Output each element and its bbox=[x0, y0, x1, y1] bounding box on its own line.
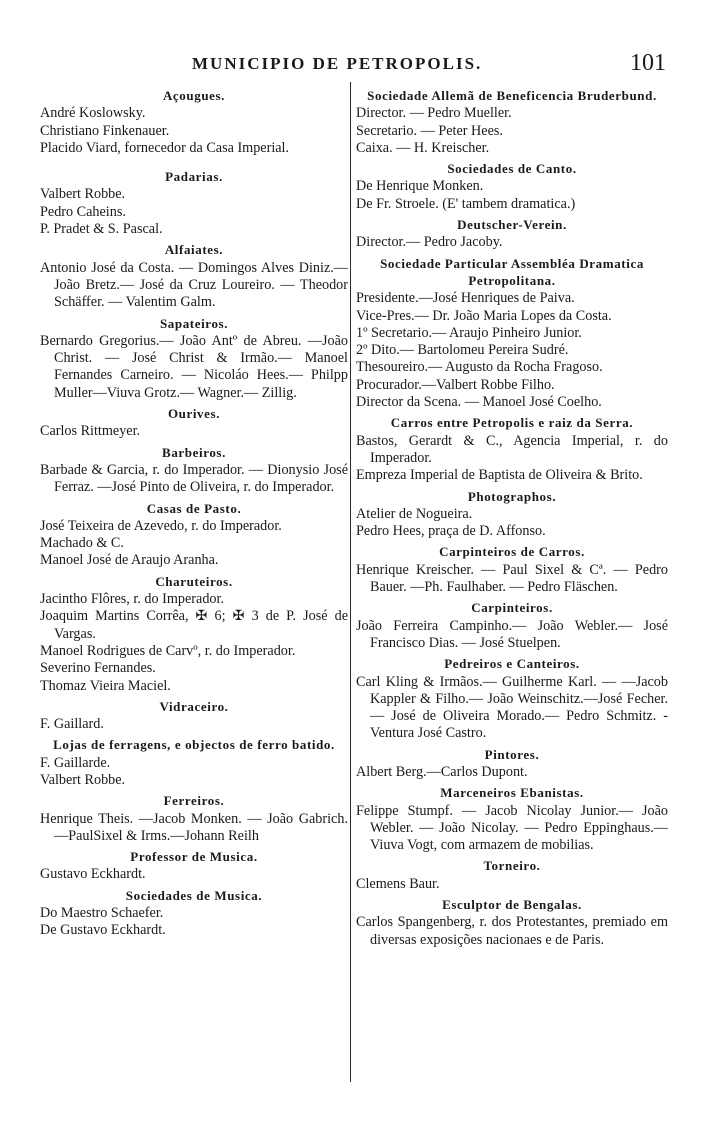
list-item: De Gustavo Eckhardt. bbox=[40, 922, 166, 939]
list-item: Do Maestro Schaefer. bbox=[40, 905, 164, 922]
section-heading: Ourives. bbox=[167, 406, 221, 422]
section-heading: Professor de Musica. bbox=[130, 849, 258, 865]
list-item: Placido Viard, fornecedor da Casa Imperial. bbox=[40, 139, 290, 156]
list-item: Felippe Stumpf. — Jacob Nicolay Junior.— João Webler. — João Nicolay. — Pedro Eppinghaus.—Viuva Vogt, com armazem de mobilias. bbox=[356, 802, 668, 854]
section-heading: Marceneiros Ebanistas. bbox=[440, 785, 584, 801]
section-acougues bbox=[40, 87, 348, 157]
list-item: Henrique Kreischer. — Paul Sixel & Cª. — Pedro Bauer. —Ph. Faulhaber. — Pedro Fläschen. bbox=[356, 561, 668, 596]
section-heading: Padarias. bbox=[165, 169, 223, 185]
section-heading: Alfaiates. bbox=[164, 242, 224, 258]
section-heading: Ferreiros. bbox=[163, 793, 225, 809]
list-item: Gustavo Eckhardt. bbox=[40, 866, 146, 883]
list-item: De Fr. Stroele. (E' tambem dramatica.) bbox=[356, 195, 576, 212]
section-sociedades-de-musica bbox=[40, 887, 348, 940]
list-item: Severino Fernandes. bbox=[40, 660, 156, 677]
list-item: Presidente.—José Henriques de Paiva. bbox=[356, 290, 575, 307]
list-item: P. Pradet & S. Pascal. bbox=[40, 221, 163, 238]
list-item: Director. — Pedro Mueller. bbox=[356, 105, 512, 122]
list-item: Bernardo Gregorius.— João Antº de Abreu. —João Christ. — José Christ & Irmão.— Manoel Fernandes Carneiro. — Nicoláo Hees.— Philpp Muller—Viuva Grotz.— Wagner.— Zillig. bbox=[40, 332, 348, 401]
section-lojas-de-ferragens bbox=[40, 736, 348, 789]
section-heading: Barbeiros. bbox=[162, 444, 226, 460]
list-item: Antonio José da Costa. — Domingos Alves Diniz.— João Bretz.— José da Cruz Loureiro. — Theodor Schäffer. — Valentim Galm. bbox=[40, 259, 348, 311]
left-column bbox=[40, 84, 348, 940]
section-alfaiates bbox=[40, 241, 348, 311]
section-heading: Pintores. bbox=[484, 746, 540, 762]
section-ferreiros bbox=[40, 792, 348, 845]
section-sociedades-de-canto bbox=[356, 160, 668, 213]
column-divider bbox=[350, 82, 351, 1082]
section-barbeiros bbox=[40, 444, 348, 497]
section-heading: Pedreiros e Canteiros. bbox=[444, 656, 580, 672]
list-item: André Koslowsky. bbox=[40, 105, 146, 122]
section-heading: Deutscher-Verein. bbox=[457, 217, 567, 233]
section-heading: Lojas de ferragens, e objectos de ferro batido. bbox=[53, 737, 335, 753]
page-header bbox=[0, 50, 715, 82]
section-deutscher-verein bbox=[356, 216, 668, 252]
list-item: Albert Berg.—Carlos Dupont. bbox=[356, 763, 528, 780]
section-heading: Açougues. bbox=[162, 88, 226, 103]
section-heading: Sociedades de Canto. bbox=[447, 161, 577, 177]
list-item: Clemens Baur. bbox=[356, 875, 440, 892]
list-item: 1º Secretario.— Araujo Pinheiro Junior. bbox=[356, 324, 582, 341]
section-heading: Sapateiros. bbox=[159, 315, 229, 331]
list-item: Barbade & Garcia, r. do Imperador. — Dionysio José Ferraz. —José Pinto de Oliveira, r. do Imperador. bbox=[40, 461, 348, 496]
list-item: De Henrique Monken. bbox=[356, 178, 484, 195]
section-heading: Sociedades de Musica. bbox=[125, 887, 263, 903]
section-heading: Sociedade Allemã de Beneficencia Bruderbund. bbox=[367, 88, 657, 103]
section-carros bbox=[356, 414, 668, 484]
list-item: Valbert Robbe. bbox=[40, 771, 126, 788]
section-heading: Esculptor de Bengalas. bbox=[442, 897, 582, 913]
section-vidraceiro bbox=[40, 698, 348, 734]
list-item: Jacintho Flôres, r. do Imperador. bbox=[40, 591, 225, 608]
list-item: Caixa. — H. Kreischer. bbox=[356, 139, 490, 156]
section-pedreiros-e-canteiros bbox=[356, 655, 668, 742]
list-item: Manoel José de Araujo Aranha. bbox=[40, 552, 219, 569]
list-item: F. Gaillarde. bbox=[40, 754, 111, 771]
list-item: João Ferreira Campinho.— João Webler.— José Francisco Dias. — José Stuelpen. bbox=[356, 617, 668, 651]
section-charuteiros bbox=[40, 573, 348, 695]
section-heading: Carpinteiros de Carros. bbox=[439, 544, 585, 560]
right-column bbox=[356, 84, 668, 949]
section-heading: Photographos. bbox=[467, 488, 557, 504]
section-photographos bbox=[356, 488, 668, 541]
list-item: Secretario. — Peter Hees. bbox=[356, 122, 503, 139]
section-heading: Sociedade Particular Assembléa Dramatica Petropolitana. bbox=[380, 255, 644, 288]
list-item: Carlos Spangenberg, r. dos Protestantes, premiado em diversas exposições nacionaes e de Paris. bbox=[356, 914, 668, 948]
section-sapateiros bbox=[40, 315, 348, 402]
list-item: Pedro Caheins. bbox=[40, 203, 126, 220]
list-item: Atelier de Nogueira. bbox=[356, 505, 473, 522]
section-heading: Carros entre Petropolis e raiz da Serra. bbox=[390, 415, 634, 431]
list-item: José Teixeira de Azevedo, r. do Imperador. bbox=[40, 517, 282, 534]
list-item: Joaquim Martins Corrêa, ✠ 6; ✠ 3 de P. José de Vargas. bbox=[40, 608, 348, 642]
page-number: 101 bbox=[630, 50, 666, 76]
section-professor-de-musica bbox=[40, 848, 348, 884]
section-esculptor-de-bengalas bbox=[356, 896, 668, 949]
list-item: Manoel Rodrigues de Carvº, r. do Imperador. bbox=[40, 642, 296, 659]
section-carpinteiros-de-carros bbox=[356, 543, 668, 596]
section-marceneiros-ebanistas bbox=[356, 784, 668, 854]
section-casas-de-pasto bbox=[40, 500, 348, 570]
section-heading: Vidraceiro. bbox=[159, 698, 229, 714]
section-ourives bbox=[40, 405, 348, 441]
list-item: Carlos Rittmeyer. bbox=[40, 423, 141, 440]
list-item: Henrique Theis. —Jacob Monken. — João Gabrich.—PaulSixel & Irms.—Johann Reilh bbox=[40, 810, 348, 844]
list-item: Empreza Imperial de Baptista de Oliveira & Brito. bbox=[356, 467, 643, 484]
list-item: Machado & C. bbox=[40, 535, 124, 552]
section-pintores bbox=[356, 746, 668, 782]
page-title: MUNICIPIO DE PETROPOLIS. bbox=[192, 54, 483, 73]
section-carpinteiros bbox=[356, 599, 668, 652]
list-item: Director da Scena. — Manoel José Coelho. bbox=[356, 394, 602, 411]
list-item: 2º Dito.— Bartolomeu Pereira Sudré. bbox=[356, 342, 569, 359]
section-heading: Casas de Pasto. bbox=[146, 500, 242, 516]
list-item: Carl Kling & Irmãos.— Guilherme Karl. — —Jacob Kappler & Filho.— João Weinschitz.—José Fecher.— José de Oliveira Morado.— Pedro Schmitz. - Ventura José Castro. bbox=[356, 673, 668, 742]
list-item: Christiano Finkenauer. bbox=[40, 122, 170, 139]
section-padarias bbox=[40, 168, 348, 238]
section-sociedade-allema bbox=[356, 87, 668, 157]
section-heading: Charuteiros. bbox=[155, 573, 233, 589]
list-item: Bastos, Gerardt & C., Agencia Imperial, r. do Imperador. bbox=[356, 432, 668, 466]
list-item: Procurador.—Valbert Robbe Filho. bbox=[356, 376, 555, 393]
section-torneiro bbox=[356, 857, 668, 893]
list-item: Thesoureiro.— Augusto da Rocha Fragoso. bbox=[356, 359, 603, 376]
list-item: Director.— Pedro Jacoby. bbox=[356, 234, 503, 251]
list-item: F. Gaillard. bbox=[40, 716, 104, 733]
list-item: Vice-Pres.— Dr. João Maria Lopes da Costa. bbox=[356, 307, 612, 324]
section-heading: Torneiro. bbox=[483, 858, 541, 874]
list-item: Pedro Hees, praça de D. Affonso. bbox=[356, 523, 546, 540]
list-item: Thomaz Vieira Maciel. bbox=[40, 677, 171, 694]
list-item: Valbert Robbe. bbox=[40, 186, 126, 203]
section-heading: Carpinteiros. bbox=[471, 600, 553, 616]
section-assemblea-dramatica bbox=[356, 255, 668, 412]
